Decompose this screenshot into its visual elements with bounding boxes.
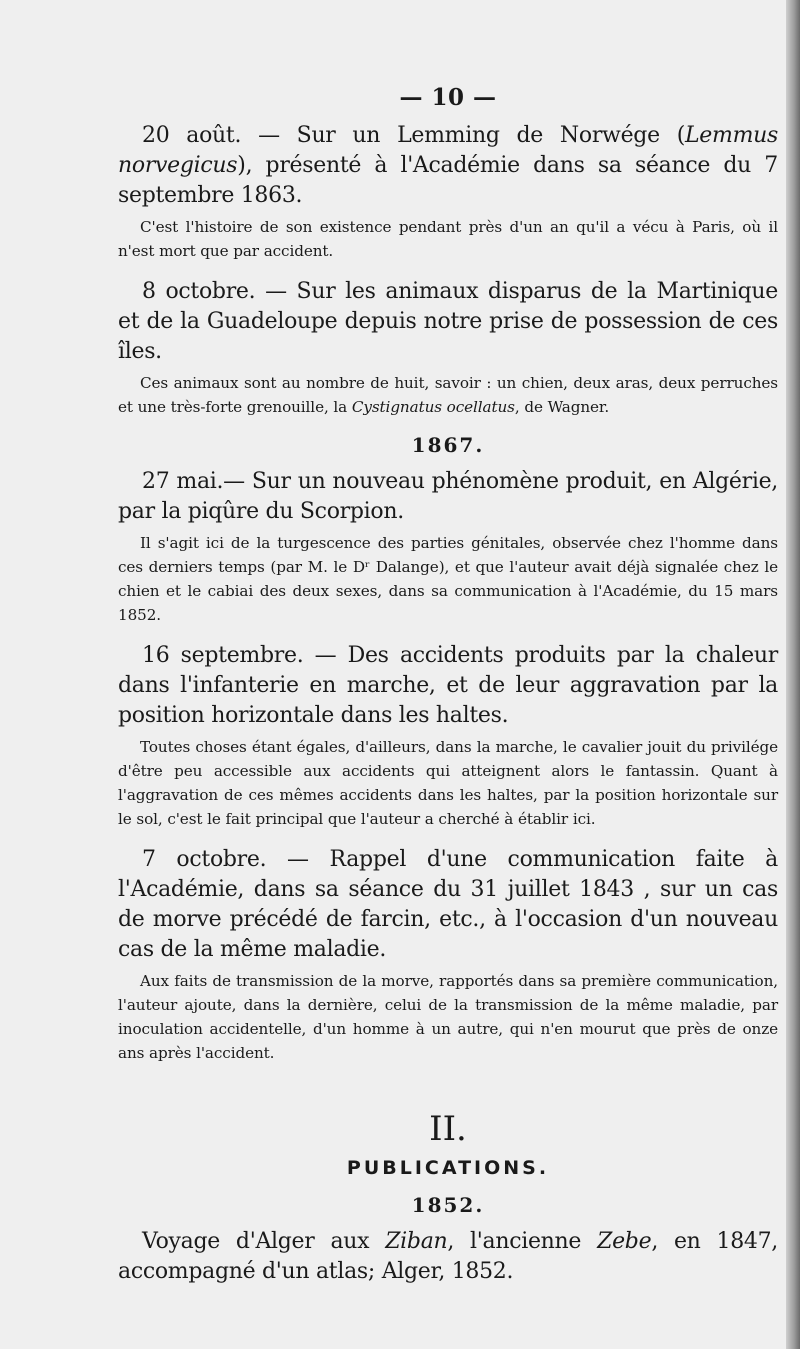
publication-text-part: Voyage d'Alger aux bbox=[142, 1229, 386, 1254]
species-name: Cystignatus ocellatus bbox=[351, 398, 515, 416]
publication-entry bbox=[118, 1227, 778, 1287]
entry-27-mai bbox=[118, 467, 778, 627]
entry-note: Aux faits de transmission de la morve, rapportés dans sa première communication, l'auteur ajoute, dans la dernière, celui de la transmission de la même maladie, par inoculation accidentelle, d'un homme à un autre, qui n'en mourut que près de onze ans après l'accident. bbox=[118, 972, 778, 1062]
entry-note: Il s'agit ici de la turgescence des parties génitales, observée chez l'homme dans ces derniers temps (par M. le Dʳ Dalange), et que l'auteur avait déjà signalée chez le chien et le cabiai des deux sexes, dans sa communication à l'Académie, du 15 mars 1852. bbox=[118, 534, 778, 624]
entry-heading bbox=[118, 277, 778, 367]
year-heading-1852: 1852. bbox=[411, 1193, 485, 1217]
entry-note-text: , de Wagner. bbox=[514, 398, 610, 416]
section-numeral: II. bbox=[429, 1109, 467, 1149]
entry-8-octobre bbox=[118, 277, 778, 419]
entry-note-text: Ces animaux sont au nombre de huit, savoir : un chien, deux aras, deux perruches et une très-forte grenouille, la bbox=[118, 374, 778, 416]
entry-heading: 16 septembre. — Des accidents produits par la chaleur dans l'infanterie en marche, et de leur aggravation par la position horizontale dans les haltes. bbox=[118, 643, 778, 728]
page-number: — 10 — bbox=[399, 84, 497, 111]
publication-text-part: , en 1847, accompagné d'un atlas; Alger, 1852. bbox=[118, 1229, 778, 1284]
scan-edge-shadow bbox=[786, 0, 800, 1349]
publication-text bbox=[118, 1227, 778, 1287]
year-heading-1867: 1867. bbox=[411, 433, 485, 457]
entry-7-octobre bbox=[118, 845, 778, 1065]
species-name: Lemmus norvegicus bbox=[118, 123, 778, 178]
entry-heading-text: 20 août. — Sur un Lemming de Norwége ( bbox=[142, 123, 685, 148]
entry-heading: 27 mai.— Sur un nouveau phénomène produit, en Algérie, par la piqûre du Scorpion. bbox=[118, 469, 778, 524]
entry-note bbox=[118, 215, 778, 263]
entry-note-text: C'est l'histoire de son existence pendant près d'un an qu'il a vécu à Paris, où il n'est mort que par accident. bbox=[118, 218, 778, 260]
entry-note bbox=[118, 371, 778, 419]
entry-20-aout bbox=[118, 121, 778, 263]
place-name: Ziban bbox=[385, 1229, 448, 1254]
entry-note: Toutes choses étant égales, d'ailleurs, dans la marche, le cavalier jouit du privilége d'être peu accessible aux accidents qui atteignent alors le fantassin. Quant à l'aggravation de ces mêmes accidents dans les haltes, par la position horizontale sur le sol, c'est le fait principal que l'auteur a cherché à établir ici. bbox=[118, 738, 778, 828]
entry-heading-text: 8 octobre. — Sur les animaux disparus de la Martinique et de la Guadeloupe depuis notre prise de possession de ces îles. bbox=[118, 279, 778, 364]
publication-text-part: , l'ancienne bbox=[447, 1229, 598, 1254]
entry-16-septembre bbox=[118, 641, 778, 831]
entry-heading: 7 octobre. — Rappel d'une communication faite à l'Académie, dans sa séance du 31 juillet 1843 , sur un cas de morve précédé de farcin, etc., à l'occasion d'un nouveau cas de la même maladie. bbox=[118, 847, 778, 962]
entry-heading bbox=[118, 121, 778, 211]
place-name: Zebe bbox=[597, 1229, 652, 1254]
page-content bbox=[118, 84, 778, 1301]
section-title: PUBLICATIONS. bbox=[346, 1157, 550, 1179]
entry-heading-text: ), présenté à l'Académie dans sa séance du 7 septembre 1863. bbox=[118, 153, 778, 208]
